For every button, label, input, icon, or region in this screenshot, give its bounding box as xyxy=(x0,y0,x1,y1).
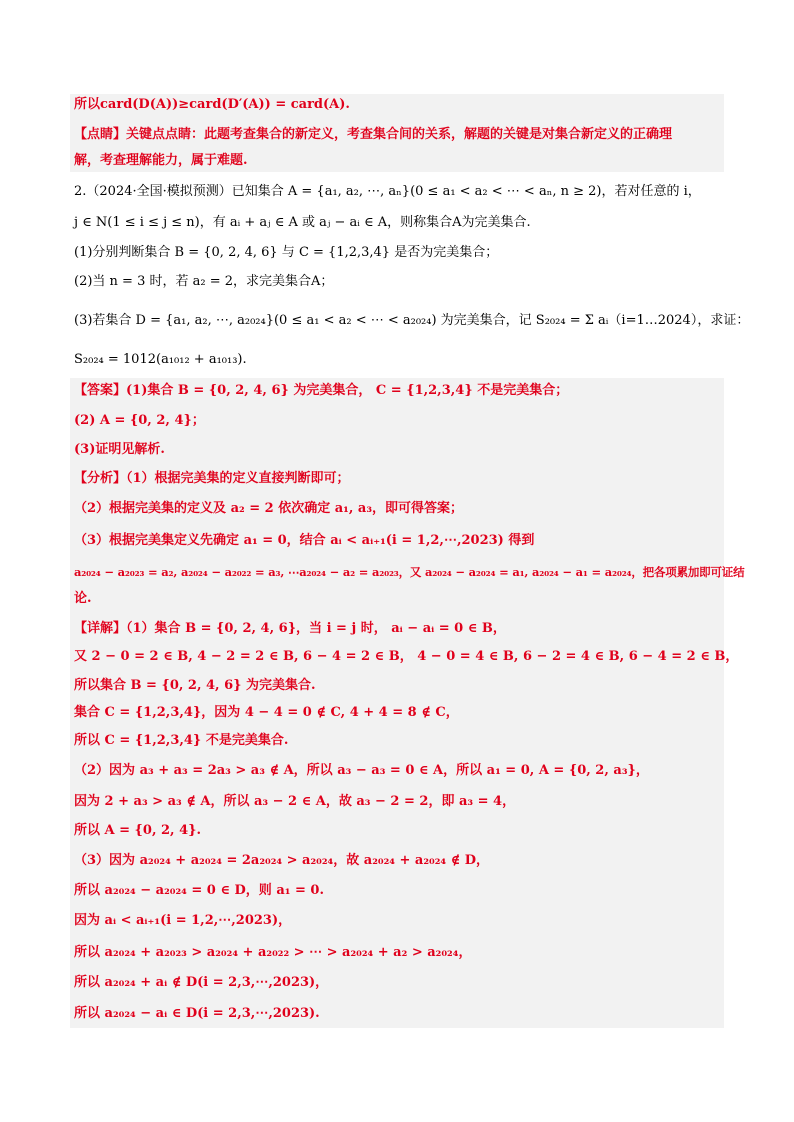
text-line-15: （3）根据完美集定义先确定 a₁ = 0，结合 aᵢ < aᵢ₊₁(i = 1,2,⋯,2023) 得到 xyxy=(74,533,535,548)
text-line-31: 所以 a₂₀₂₄ − aᵢ ∈ D(i = 2,3,⋯,2023). xyxy=(74,1006,320,1021)
text-line-01: 所以card(D(A))≥card(D′(A)) = card(A). xyxy=(74,97,350,112)
text-line-13: 【分析】（1）根据完美集的定义直接判断即可； xyxy=(74,471,350,486)
text-line-09: S₂₀₂₄ = 1012(a₁₀₁₂ + a₁₀₁₃). xyxy=(74,352,247,367)
text-line-30: 所以 a₂₀₂₄ + aᵢ ∉ D(i = 2,3,⋯,2023)， xyxy=(74,975,329,990)
text-line-02: 【点睛】关键点点睛：此题考查集合的新定义，考查集合间的关系，解题的关键是对集合新定义的正确理 xyxy=(74,127,673,142)
text-line-17: 论. xyxy=(74,591,92,606)
text-line-25: 所以 A = {0, 2, 4}. xyxy=(74,823,202,838)
text-line-19: 又 2 − 0 = 2 ∈ B, 4 − 2 = 2 ∈ B, 6 − 4 = 2 ∈ B， 4 − 0 = 4 ∈ B, 6 − 2 = 4 ∈ B, 6 − 4 = 2 ∈ B， xyxy=(74,649,739,664)
text-line-16: a₂₀₂₄ − a₂₀₂₃ = a₂, a₂₀₂₄ − a₂₀₂₂ = a₃, ⋯a₂₀₂₄ − a₂ = a₂₀₂₃，又 a₂₀₂₄ − a₂₀₂₄ = a₁, a₂₀₂₄ − a₁ = a₂₀₂₄，把各项累加即可证结 xyxy=(74,565,745,579)
text-line-03: 解，考查理解能力，属于难题. xyxy=(74,153,248,168)
text-line-21: 集合 C = {1,2,3,4}，因为 4 − 4 = 0 ∉ C, 4 + 4 = 8 ∉ C， xyxy=(74,705,459,720)
text-line-23: （2）因为 a₃ + a₃ = 2a₃ > a₃ ∉ A，所以 a₃ − a₃ = 0 ∈ A，所以 a₁ = 0, A = {0, 2, a₃}， xyxy=(74,763,649,778)
text-line-10: 【答案】(1)集合 B = {0, 2, 4, 6} 为完美集合， C = {1,2,3,4} 不是完美集合； xyxy=(74,383,569,398)
text-line-29: 所以 a₂₀₂₄ + a₂₀₂₃ > a₂₀₂₄ + a₂₀₂₂ > ⋯ > a₂₀₂₄ + a₂ > a₂₀₂₄， xyxy=(74,945,472,960)
text-line-07: (2)当 n = 3 时，若 a₂ = 2，求完美集合A； xyxy=(74,274,334,289)
text-line-27: 所以 a₂₀₂₄ − a₂₀₂₄ = 0 ∈ D，则 a₁ = 0. xyxy=(74,883,324,898)
text-line-11: (2) A = {0, 2, 4}； xyxy=(74,413,205,428)
text-line-06: (1)分别判断集合 B = {0, 2, 4, 6} 与 C = {1,2,3,4} 是否为完美集合； xyxy=(74,245,499,260)
text-line-18: 【详解】（1）集合 B = {0, 2, 4, 6}，当 i = j 时， aᵢ − aᵢ = 0 ∈ B， xyxy=(74,621,506,636)
text-line-20: 所以集合 B = {0, 2, 4, 6} 为完美集合. xyxy=(74,678,316,693)
text-line-04: 2.（2024·全国·模拟预测）已知集合 A = {a₁, a₂, ⋯, aₙ}(0 ≤ a₁ < a₂ < ⋯ < aₙ, n ≥ 2)，若对任意的 i， xyxy=(74,184,701,199)
text-line-28: 因为 aᵢ < aᵢ₊₁(i = 1,2,⋯,2023)， xyxy=(74,913,292,928)
text-line-14: （2）根据完美集的定义及 a₂ = 2 依次确定 a₁, a₃，即可得答案； xyxy=(74,501,464,516)
text-line-26: （3）因为 a₂₀₂₄ + a₂₀₂₄ = 2a₂₀₂₄ > a₂₀₂₄，故 a₂₀₂₄ + a₂₀₂₄ ∉ D， xyxy=(74,853,490,868)
text-line-24: 因为 2 + a₃ > a₃ ∉ A，所以 a₃ − 2 ∈ A，故 a₃ − 2 = 2，即 a₃ = 4， xyxy=(74,794,516,809)
text-line-12: (3)证明见解析. xyxy=(74,442,165,457)
text-line-08: (3)若集合 D = {a₁, a₂, ⋯, a₂₀₂₄}(0 ≤ a₁ < a₂ < ⋯ < a₂₀₂₄) 为完美集合，记 S₂₀₂₄ = Σ aᵢ（i=1…2024），求证： xyxy=(74,313,750,328)
text-line-22: 所以 C = {1,2,3,4} 不是完美集合. xyxy=(74,733,289,748)
text-line-05: j ∈ N(1 ≤ i ≤ j ≤ n)，有 aᵢ + aⱼ ∈ A 或 aⱼ − aᵢ ∈ A，则称集合A为完美集合. xyxy=(74,215,531,230)
